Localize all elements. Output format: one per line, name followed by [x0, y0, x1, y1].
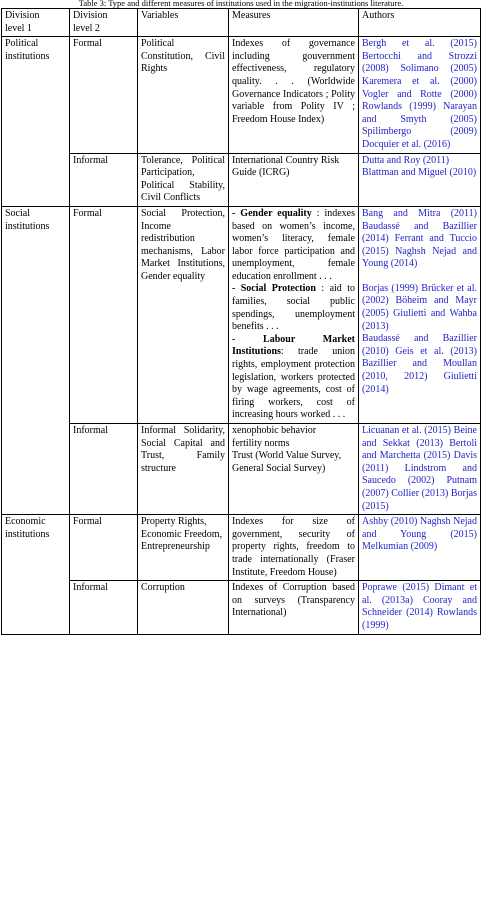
table-row: [2, 515, 481, 581]
measures-cell: Indexes for size of government, security of property rights, freedom to trade internationally (Fraser Institute, Freedom House): [229, 515, 359, 581]
gender-equality-title: - Gender equality: [232, 207, 312, 219]
table-row: [2, 206, 481, 423]
measures-cell: International Country Risk Guide (ICRG): [229, 153, 359, 206]
labour-market-text: : trade union rights, employment protection legislation, workers protected by wage agreements, cost of firing workers, cost of increasing hours worked . . .: [232, 346, 355, 421]
division1-social: Social institutions: [2, 206, 70, 514]
measures-cell: Indexes of Corruption based on surveys (Transparency International): [229, 581, 359, 634]
measure-trust: Trust (World Value Survey, General Social Survey): [232, 450, 342, 474]
division2-cell: Informal: [70, 153, 138, 206]
authors-cell: Dutta and Roy (2011) Blattman and Miguel (2010): [359, 153, 481, 206]
measures-cell: [229, 424, 359, 515]
header-row: [2, 9, 481, 37]
table-row: [2, 37, 481, 153]
division2-cell: Informal: [70, 424, 138, 515]
authors-cell: Ashby (2010) Naghsh Nejad and Young (2015) Melkumian (2009): [359, 515, 481, 581]
gender-equality-text: : indexes based on women’s income, women’s literacy, female labor force participation and unemployment, female education enrollment . . .: [232, 207, 356, 282]
division2-cell: Informal: [70, 581, 138, 634]
measures-cell: [229, 206, 359, 423]
social-protection-title: - Social Protection: [232, 283, 316, 295]
table-row: [2, 153, 481, 206]
division2-cell: Formal: [70, 206, 138, 423]
variables-cell: Informal Solidarity, Social Capital and Trust, Family structure: [138, 424, 229, 515]
authors-spacer: [362, 271, 477, 283]
header-division-level-1: Division level 1: [2, 9, 70, 37]
institutions-table: [1, 8, 481, 635]
measure-fertility: fertility norms: [232, 437, 290, 449]
variables-cell: Tolerance, Political Participation, Political Stability, Civil Conflicts: [138, 153, 229, 206]
division1-political: Political institutions: [2, 37, 70, 207]
table-row: [2, 581, 481, 634]
authors-cell: [359, 206, 481, 423]
authors-social-protection: Borjas (1999) Brücker et al. (2002) Böheim and Mayr (2005) Giulietti and Wahba (2013): [362, 282, 477, 332]
variables-cell: Corruption: [138, 581, 229, 634]
division2-cell: Formal: [70, 515, 138, 581]
division1-economic: Economic institutions: [2, 515, 70, 634]
labour-market-title: - Labour Market Institutions: [232, 333, 355, 358]
table-row: [2, 424, 481, 515]
measure-xenophobic: xenophobic behavior: [232, 425, 317, 436]
variables-cell: Social Protection, Income redistribution mechanisms, Labor Market Institutions, Gender equality: [138, 206, 229, 423]
authors-cell: Bergh et al. (2015) Bertocchi and Strozzi (2008) Solimano (2005) Karemera et al. (2000) Vogler and Rotte (2000) Rowlands (1999) Narayan and Smyth (2005) Spilimbergo (2009) Docquier et al. (2016): [359, 37, 481, 153]
measures-cell: Indexes of governance including gouvernment effectiveness, regulatory quality. . . (Worldwide Governance Indicators ; Polity variable from Polity IV ; Freedom House Index): [229, 37, 359, 153]
social-protection-text: : aid to families, social public spendings, unemployment benefits . . .: [232, 283, 355, 333]
authors-cell: Licuanan et al. (2015) Beine and Sekkat (2013) Bertoli and Marchetta (2015) Davis (2011) Lindstrom and Saucedo (2002) Putnam (2007) Collier (2013) Borjas (2015): [359, 424, 481, 515]
authors-cell: Poprawe (2015) Dimant et al. (2013a) Cooray and Schneider (2014) Rowlands (1999): [359, 581, 481, 634]
variables-cell: Property Rights, Economic Freedom, Entrepreneurship: [138, 515, 229, 581]
variables-cell: Political Constitution, Civil Rights: [138, 37, 229, 153]
division2-cell: Formal: [70, 37, 138, 153]
header-variables: Variables: [138, 9, 229, 37]
header-division-level-2: Division level 2: [70, 9, 138, 37]
authors-gender: Bang and Mitra (2011) Baudassé and Bazillier (2014) Ferrant and Tuccio (2015) Naghsh Nejad and Young (2014): [362, 207, 477, 270]
authors-labour-market: Baudassé and Bazillier (2010) Geis et al. (2013) Bazillier and Moullan (2010, 2012) Giulietti (2014): [362, 333, 477, 395]
header-authors: Authors: [359, 9, 481, 37]
table-caption: Table 3: Type and different measures of institutions used in the migration-institutions literature.: [78, 0, 404, 8]
header-measures: Measures: [229, 9, 359, 37]
